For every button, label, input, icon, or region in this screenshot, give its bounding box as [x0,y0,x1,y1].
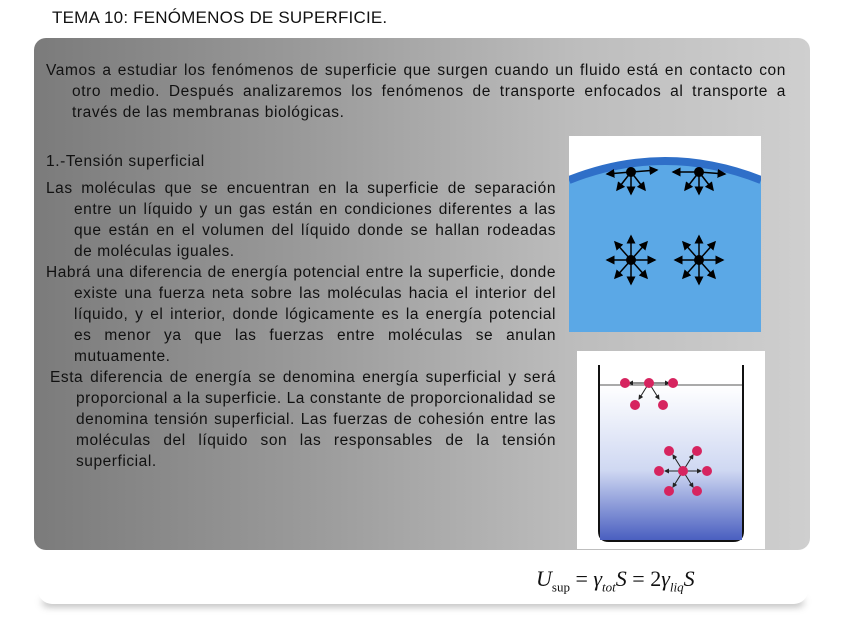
formula-operator: = 2 [626,566,662,591]
intro-paragraph: Vamos a estudiar los fenómenos de superficie que surgen cuando un fluido está en contacto con otro medio. Después analizaremos los fenómenos de transporte enfocados al transporte a través de las membranas biológicas. [46,62,786,121]
formula-operator: = [569,566,594,591]
slide-title: TEMA 10: FENÓMENOS DE SUPERFICIE. [52,8,388,27]
beaker-diagram [577,351,765,549]
surface-energy-formula [536,566,695,595]
section-body [46,178,556,472]
formula-subscript: sup [551,579,570,595]
beaker-figure [577,351,765,549]
intro-text [46,60,786,123]
formula-subscript: tot [602,579,616,595]
formula-symbol: S [683,566,695,591]
liquid-fill [600,385,742,540]
formula-symbol: γ [593,566,603,591]
formula-symbol: S [615,566,627,591]
formula-symbol: U [536,566,552,591]
surface-forces-figure [569,136,761,332]
paragraph-1: Las moléculas que se encuentran en la superficie de separación entre un líquido y un gas están en condiciones diferentes a las que están en el volumen del líquido donde se hallan rodeadas de moléculas iguales. [46,180,556,260]
paragraph-3: Esta diferencia de energía se denomina energía superficial y será proporcional a la superficie. La constante de proporcionalidad se denomina tensión superficial. Las fuerzas de cohesión entre las moléculas del líquido son las responsables de la tensión superficial. [50,369,556,470]
liquid-body [569,161,761,332]
formula-symbol: γ [661,566,670,591]
formula-subscript: liq [669,579,684,595]
section-heading: 1.-Tensión superficial [46,153,205,170]
surface-forces-diagram [569,136,761,332]
paragraph-2: Habrá una diferencia de energía potencial entre la superficie, donde existe una fuerza neta sobre las moléculas hacia el interior del líquido, y el interior, donde lógicamente es la energía potencial es menor ya que las fuerzas entre moléculas se anulan mutuamente. [46,264,556,365]
